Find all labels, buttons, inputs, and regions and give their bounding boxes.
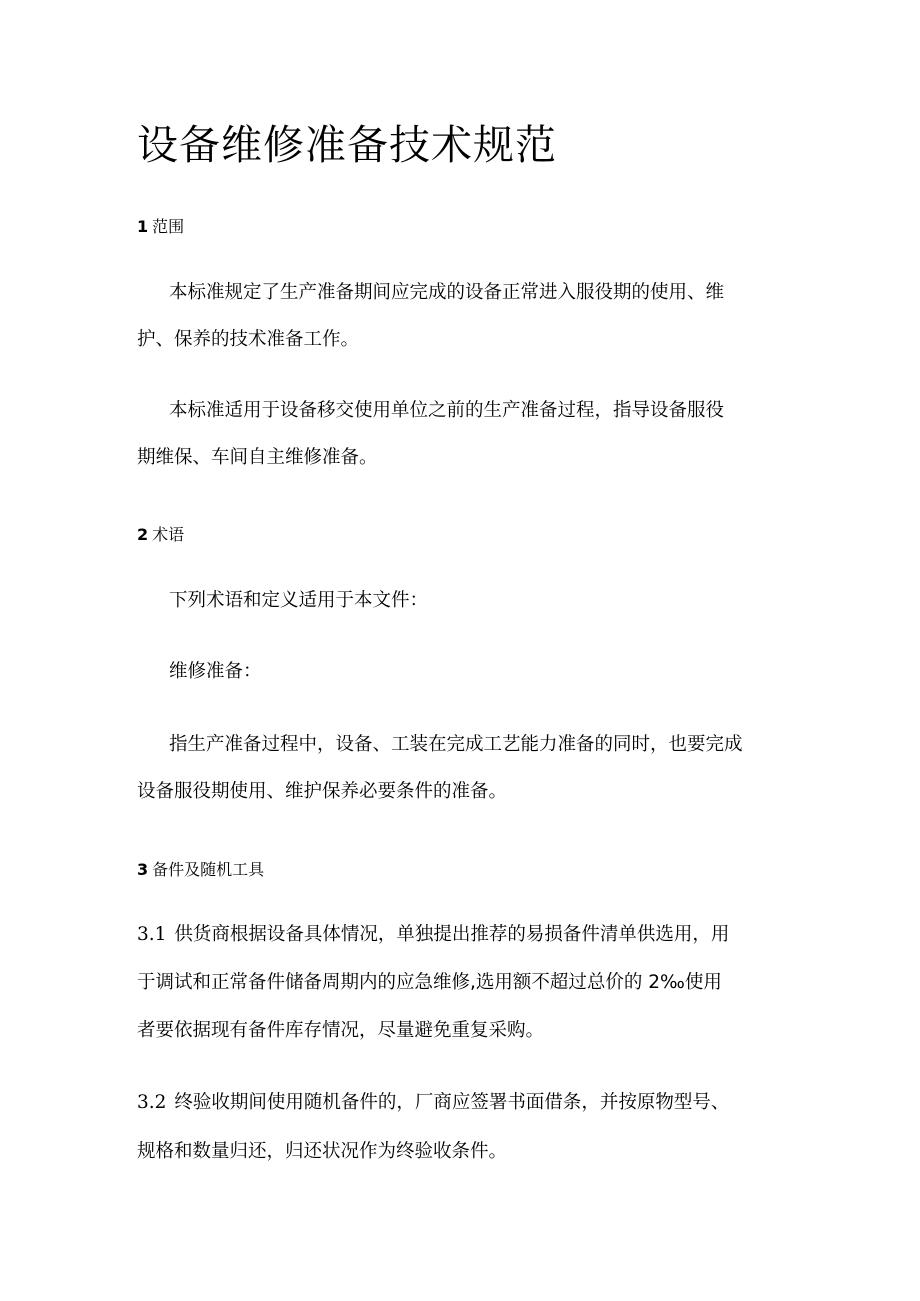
clause-3-2-line-1 bbox=[137, 1088, 729, 1114]
section-2-para-3-line-1: 指生产准备过程中，设备、工装在完成工艺能力准备的同时，也要完成 bbox=[169, 734, 743, 755]
section-number: 2 bbox=[137, 525, 149, 544]
section-2-para-1: 下列术语和定义适用于本文件： bbox=[169, 590, 429, 611]
section-1-para-2-line-2: 期维保、车间自主维修准备。 bbox=[137, 447, 378, 468]
section-1-para-1-line-2: 护、保养的技术准备工作。 bbox=[137, 329, 360, 350]
clause-number: 3.2 bbox=[137, 1092, 167, 1113]
clause-text: 供货商根据设备具体情况，单独提出推荐的易损备件清单供选用，用 bbox=[174, 924, 730, 945]
section-title: 范围 bbox=[152, 217, 185, 236]
clause-3-1-line-1 bbox=[137, 920, 729, 946]
section-2-para-3-line-2: 设备服役期使用、维护保养必要条件的准备。 bbox=[137, 781, 508, 802]
section-1-para-2-line-1: 本标准适用于设备移交使用单位之前的生产准备过程，指导设备服役 bbox=[169, 400, 725, 421]
section-number: 3 bbox=[137, 860, 149, 879]
clause-3-2-line-2: 规格和数量归还，归还状况作为终验收条件。 bbox=[137, 1141, 508, 1162]
section-1-heading bbox=[137, 214, 184, 237]
clause-3-1-line-3: 者要依据现有备件库存情况，尽量避免重复采购。 bbox=[137, 1020, 545, 1041]
section-number: 1 bbox=[137, 217, 149, 236]
clause-number: 3.1 bbox=[137, 924, 167, 945]
clause-3-1-line-2: 于调试和正常备件储备周期内的应急维修,选用额不超过总价的 2‰使用 bbox=[137, 972, 722, 993]
section-2-heading bbox=[137, 522, 184, 545]
clause-text: 终验收期间使用随机备件的，厂商应签署书面借条，并按原物型号、 bbox=[174, 1092, 730, 1113]
section-2-para-2: 维修准备： bbox=[169, 661, 262, 682]
section-3-heading bbox=[137, 857, 264, 880]
section-title: 备件及随机工具 bbox=[152, 860, 265, 879]
section-1-para-1-line-1: 本标准规定了生产准备期间应完成的设备正常进入服役期的使用、维 bbox=[169, 282, 725, 303]
section-title: 术语 bbox=[152, 525, 185, 544]
document-title: 设备维修准备技术规范 bbox=[137, 121, 557, 169]
